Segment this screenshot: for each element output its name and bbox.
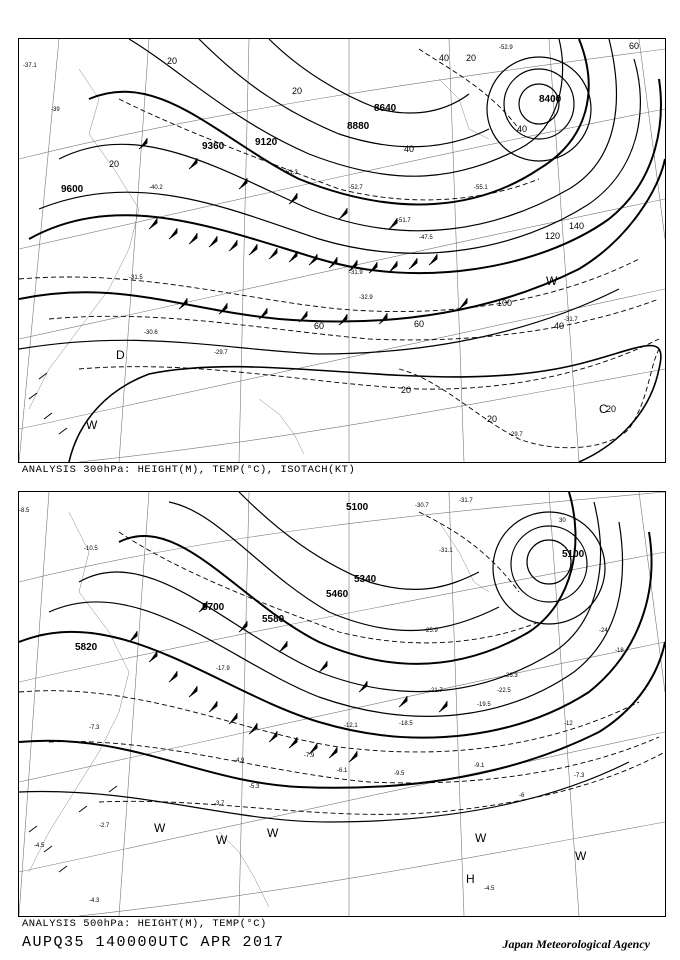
graticule [19,39,665,462]
temperature-label: -32.9 [359,295,373,301]
coastline [29,69,489,454]
temperature-label: -5.3 [249,784,260,790]
isotach-label: 140 [569,221,585,231]
caption-500hpa: ANALYSIS 500hPa: HEIGHT(M), TEMP(°C) [22,918,267,930]
temperature-label: -29.7 [214,350,228,356]
height-contour-label: 9120 [255,137,278,148]
temperature-label: -12.1 [344,723,358,729]
temperature-label: -3.7 [214,801,225,807]
map-300hpa-svg [19,39,665,462]
isotach-label: 120 [545,231,561,241]
temperature-label: -4.5 [34,843,45,849]
temperature-label: -18 [615,648,624,654]
temperature-label: -4.3 [89,898,100,904]
temperature-label: -22.5 [497,688,511,694]
height-contour-label: 8880 [347,121,370,132]
temperature-label: -9.5 [394,771,405,777]
temperature-label: -51.3 [284,170,298,176]
temperature-label: -51.7 [397,218,411,224]
height-contour-label: 9600 [61,184,84,195]
height-contour-label: 5100 [346,502,369,513]
height-contour-label: 9360 [202,141,225,152]
temperature-label: 30 [559,518,566,524]
temperature-label: -30.7 [415,503,429,509]
map-500hpa-svg [19,492,665,916]
temperature-label: -4.9 [234,758,245,764]
height-contour-label: 5460 [326,589,349,600]
temperature-label: -52.9 [499,45,513,51]
height-contour-label: 5700 [202,602,225,613]
pressure-center-symbol: W [575,849,587,863]
pressure-center-symbol: W [475,831,487,845]
temperature-label: -6 [519,793,525,799]
temperature-label: -31.1 [439,548,453,554]
temperature-label: -7.3 [574,773,585,779]
temperature-label: -31.9 [349,270,363,276]
isotach-label: 40 [517,124,528,134]
temperature-label: -31.7 [459,498,473,504]
isotach-label: 20 [466,53,477,63]
isotach-label: 20 [487,414,498,424]
height-contour-label: 5820 [75,642,98,653]
agency-name: Japan Meteorological Agency [502,937,650,951]
pressure-center-symbol: C [599,402,608,416]
temperature-label: -8.5 [19,508,30,514]
pressure-center-symbol: H [466,872,475,886]
temperature-label: -7.3 [89,725,100,731]
temperature-label: -37.1 [23,63,37,69]
temperature-label: -52.7 [349,185,363,191]
temperature-label: -47.5 [419,235,433,241]
temperature-label: -55.1 [474,185,488,191]
pressure-center-symbol: W [86,418,98,432]
pressure-center-symbol: D [116,348,125,362]
height-contour-label: 5340 [354,574,377,585]
temperature-label: -17.9 [216,666,230,672]
temperature-label: -31.5 [129,275,143,281]
isotach-label: 20 [109,159,120,169]
pressure-center-symbol: W [546,274,558,288]
temperature-label: -30.6 [144,330,158,336]
temperature-label: -19.5 [477,702,491,708]
height-contour-label: 8400 [539,94,562,105]
isotach-label: 60 [314,321,325,331]
height-contour-label: 5580 [262,614,285,625]
chart-code: AUPQ35 140000UTC APR 2017 [22,934,285,951]
temperature-label: -10.5 [84,546,98,552]
temperature-label: -29.7 [509,432,523,438]
isotach-label: 20 [401,385,412,395]
isotach-label: 40 [439,53,450,63]
temperature-label: -6.1 [337,768,348,774]
temperature-label: -9.1 [474,763,485,769]
temperature-label: -40.2 [149,185,163,191]
pressure-center-symbol: W [154,821,166,835]
temperature-label: -21.7 [429,688,443,694]
isotach-label: 40 [404,144,415,154]
isotach-label: 40 [554,321,565,331]
pressure-center-symbol: W [267,826,279,840]
temperature-label: -2.7 [99,823,110,829]
temperature-label: -4.5 [484,886,495,892]
isotach-label: 20 [292,86,303,96]
map-panel-500hpa [18,491,666,917]
pressure-center-symbol: W [216,833,228,847]
temperature-label: -26.3 [504,673,518,679]
height-contour-label: 8640 [374,103,397,114]
labels-300hpa [23,41,639,438]
temperature-label: -7.9 [304,753,315,759]
map-panel-300hpa [18,38,666,463]
caption-300hpa: ANALYSIS 300hPa: HEIGHT(M), TEMP(°C), ISOTACH(KT) [22,464,356,476]
isotach-label: 20 [167,56,178,66]
isotach-label: 100 [497,298,513,308]
temperature-label: -31.7 [564,317,578,323]
temperature-label: -24 [599,628,608,634]
temperature-label: -39 [51,107,60,113]
temperature-label: -18.5 [399,721,413,727]
coastline [29,512,489,907]
isotach-label: 60 [414,319,425,329]
temperature-label: -12 [564,721,573,727]
height-contour-label: 5100 [562,549,585,560]
isotach-label: 60 [629,41,640,51]
isotach-label: 20 [606,404,617,414]
temperature-label: -25.9 [424,628,438,634]
